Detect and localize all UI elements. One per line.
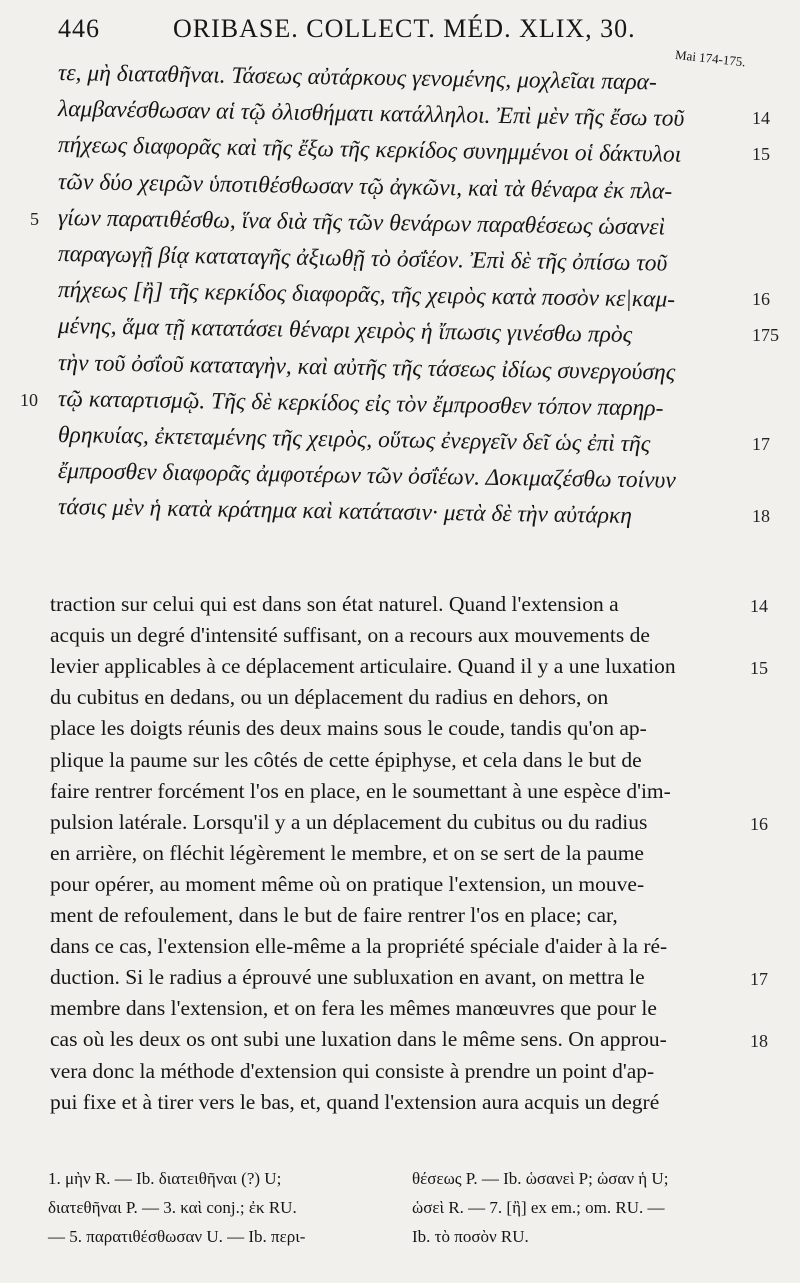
greek-right-line-number: 16	[752, 289, 770, 310]
french-line: cas où les deux os ont subi une luxation dans le même sens. On approu-	[50, 1027, 667, 1052]
french-line: duction. Si le radius a éprouvé une subluxation en avant, on mettra le	[50, 965, 645, 990]
french-line: faire rentrer forcément l'os en place, en le soumettant à une espèce d'im-	[50, 778, 671, 803]
greek-line: γίων παρατιθέσθω, ἵνα διὰ τῆς τῶν θενάρων παραθέσεως ὡσανεὶ	[57, 204, 666, 241]
greek-right-line-number: 17	[752, 434, 770, 454]
footnote-line-right: θέσεως P. — Ib. ὡσανεὶ P; ὡσαν ἡ U;	[412, 1169, 669, 1188]
greek-line: τε, μὴ διαταθῆναι. Τάσεως αὐτάρκους γενομένης, μοχλεῖαι παρα-	[57, 60, 657, 96]
greek-left-line-number: 10	[20, 389, 38, 410]
greek-line: τὴν τοῦ ὀσΐοῦ καταταγὴν, καὶ αὐτῆς τῆς τάσεως ἰδίως συνεργούσης	[57, 349, 676, 386]
french-section-number: 18	[750, 1031, 768, 1052]
french-line: plique la paume sur les côtés de cette épiphyse, et cela dans le but de	[50, 747, 642, 772]
greek-line: ἔμπροσθεν διαφορᾶς ἀμφοτέρων τῶν ὀσΐέων. Δοκιμαζέσθω τοίνυν	[57, 458, 676, 494]
french-line: vera donc la méthode d'extension qui consiste à prendre un point d'ap-	[50, 1058, 655, 1083]
french-line: pui fixe et à tirer vers le bas, et, quand l'extension aura acquis un degré	[50, 1089, 660, 1114]
french-line: place les doigts réunis des deux mains sous le coude, tandis qu'on ap-	[50, 716, 647, 741]
greek-line: λαμβανέσθωσαν αἱ τῷ ὀλισθήματι κατάλληλοι. Ἐπὶ μὲν τῆς ἔσω τοῦ	[57, 96, 685, 133]
page-number: 446	[58, 14, 100, 43]
french-line: du cubitus en dedans, ou un déplacement du radius en dehors, on	[50, 685, 609, 710]
footnote-line-left: διατεθῆναι P. — 3. καὶ conj.; ἐκ RU.	[48, 1198, 297, 1217]
greek-line: τῶν δύο χειρῶν ὑποτιθέσθωσαν τῷ ἀγκῶνι, καὶ τὰ θέναρα ἐκ πλα-	[57, 168, 673, 205]
french-line: membre dans l'extension, et on fera les mêmes manœuvres que pour le	[50, 996, 657, 1021]
footnote-line-right: ὡσεὶ R. — 7. [ἢ] ex em.; om. RU. —	[412, 1198, 665, 1217]
greek-line: θρηκυίας, ἐκτεταμένης τῆς χειρὸς, οὕτως ἐνεργεῖν δεῖ ὡς ἐπὶ τῆς	[57, 422, 651, 458]
running-header	[58, 14, 758, 48]
french-section-number: 15	[750, 658, 768, 679]
french-section-number: 14	[750, 596, 768, 616]
french-line: pour opérer, au moment même où on pratique l'extension, un mouve-	[50, 871, 645, 896]
french-line: acquis un degré d'intensité suffisant, on a recours aux mouvements de	[50, 623, 650, 648]
french-line: levier applicables à ce déplacement articulaire. Quand il y a une luxation	[50, 654, 676, 679]
greek-right-line-number: 15	[752, 144, 770, 165]
greek-line: τάσις μὲν ἡ κατὰ κράτημα καὶ κατάτασιν· μετὰ δὲ τὴν αὐτάρκη	[57, 494, 633, 530]
greek-line: πήχεως διαφορᾶς καὶ τῆς ἔξω τῆς κερκίδος συνημμένοι οἱ δάκτυλοι	[57, 132, 682, 169]
footnote-line-left: — 5. παρατιθέσθωσαν U. — Ib. περι-	[48, 1227, 306, 1246]
french-line: en arrière, on fléchit légèrement le membre, et on se sert de la paume	[50, 840, 644, 865]
running-title: ORIBASE. COLLECT. MÉD. XLIX, 30.	[173, 14, 636, 43]
french-section-number: 16	[750, 813, 768, 834]
french-line: ment de refoulement, dans le but de faire rentrer l'os en place; car,	[50, 903, 618, 927]
french-line: traction sur celui qui est dans son état naturel. Quand l'extension a	[50, 592, 619, 616]
french-line: pulsion latérale. Lorsqu'il y a un déplacement du cubitus ou du radius	[50, 809, 648, 834]
footnote-line-right: Ib. τὸ ποσὸν RU.	[412, 1227, 529, 1246]
footnote-line-left: 1. μὴν R. — Ib. διατειθῆναι (?) U;	[48, 1169, 282, 1188]
margin-reference: Mai 174-175.	[674, 47, 747, 70]
greek-right-line-number: 175	[752, 325, 779, 346]
greek-line: παραγωγῇ βίᾳ καταταγῆς ἀξιωθῇ τὸ ὀσΐέον. Ἐπὶ δὲ τῆς ὀπίσω τοῦ	[57, 241, 668, 277]
greek-line: τῷ καταρτισμῷ. Τῆς δὲ κερκίδος εἰς τὸν ἔμπροσθεν τόπον παρηρ-	[57, 385, 664, 422]
greek-line: μένης, ἅμα τῇ κατατάσει θέναρι χειρὸς ἡ ἴπωσις γινέσθω πρὸς	[57, 313, 633, 349]
greek-right-line-number: 18	[752, 506, 770, 527]
french-section-number: 17	[750, 969, 768, 990]
greek-left-line-number: 5	[30, 208, 39, 229]
greek-right-line-number: 14	[752, 108, 770, 129]
french-line: dans ce cas, l'extension elle-même a la propriété spéciale d'aider à la ré-	[50, 934, 668, 959]
greek-line: πήχεως [ἢ] τῆς κερκίδος διαφορᾶς, τῆς χειρὸς κατὰ ποσὸν κε|καμ-	[57, 277, 676, 313]
